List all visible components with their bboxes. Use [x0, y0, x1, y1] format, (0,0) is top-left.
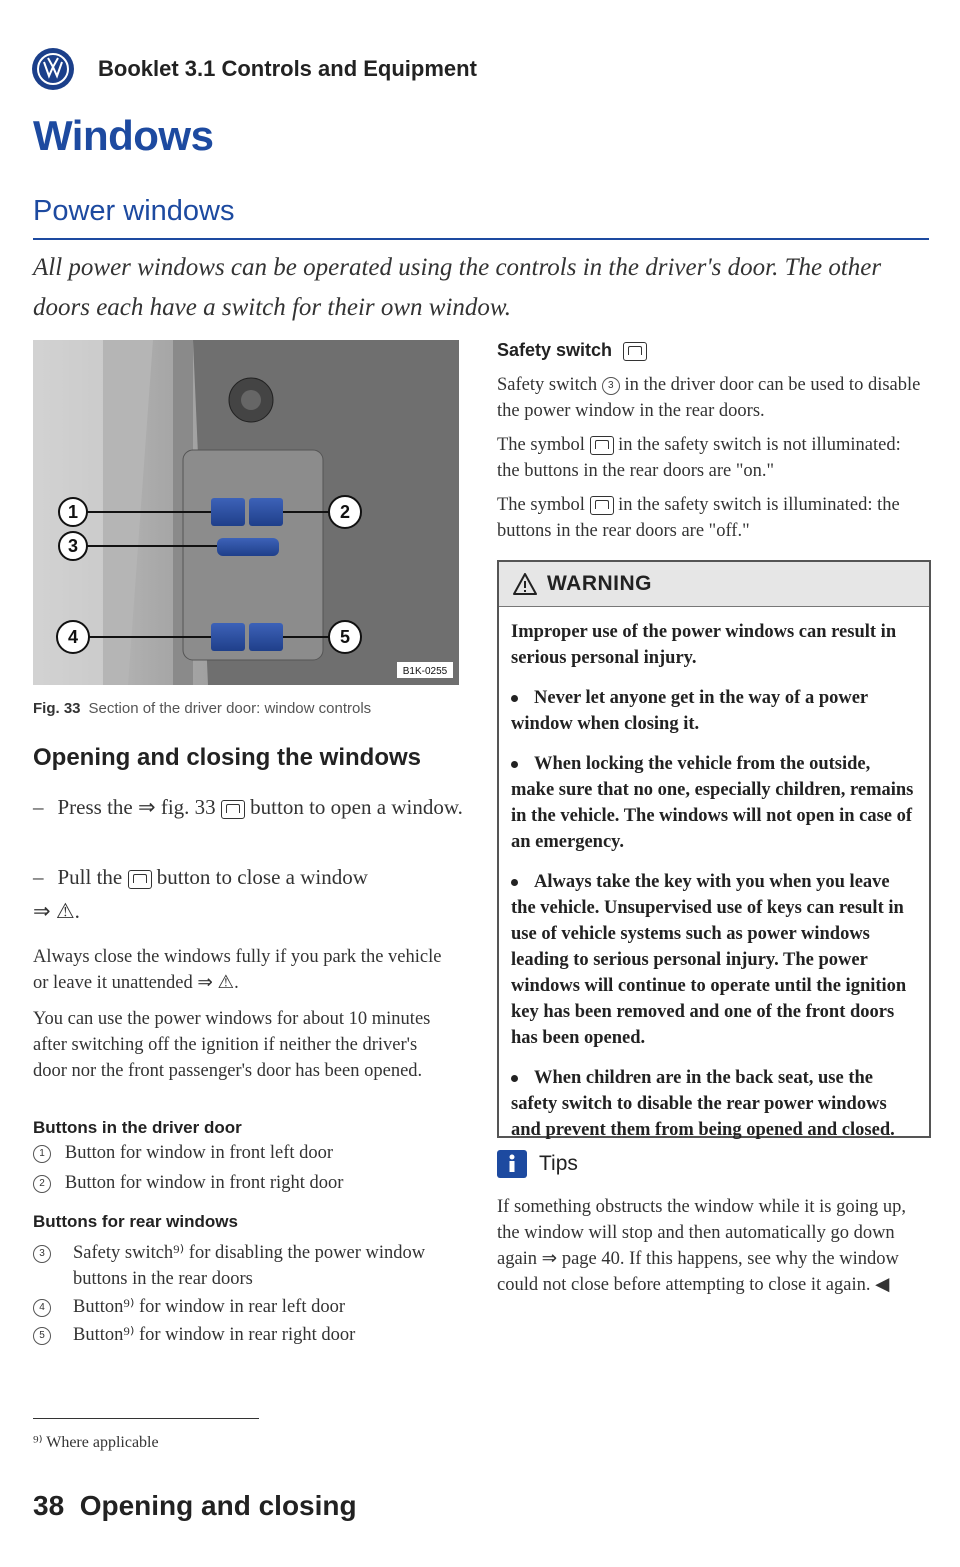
ignition-note: You can use the power windows for about 10 minutes after switching off the ignition if neither the driver's door nor the front passenger's door has been opened. [33, 1009, 431, 1081]
item-text: Button⁹⁾ for window in rear right door [73, 1325, 356, 1345]
opening-closing-heading: Opening and closing the windows [33, 744, 422, 771]
step-close-pre: Pull the [57, 865, 123, 889]
text: The symbol [497, 495, 585, 515]
booklet-title: Booklet 3.1 Controls and Equipment [98, 56, 477, 81]
text: Safety switch [497, 375, 598, 395]
warning-bullet-text: When locking the vehicle from the outside, make sure that no one, especially children, remains in the vehicle. The windows will not open in case of an emergency. [511, 754, 914, 852]
item-number: 3 [33, 1245, 51, 1263]
text: The symbol [497, 435, 585, 455]
figure-code: B1K-0255 [402, 666, 448, 677]
rear-windows-list [33, 1240, 433, 1348]
warning-intro: Improper use of the power windows can result in serious personal injury. [511, 622, 897, 668]
footnote: ⁹⁾ Where applicable [33, 1434, 159, 1451]
warning-bullet [511, 869, 917, 1051]
safety-switch-text-1 [497, 372, 927, 424]
safety-switch [217, 538, 279, 556]
bullet-icon [511, 695, 518, 702]
driver-door-heading: Buttons in the driver door [33, 1118, 242, 1137]
text: in the safety switch is illuminated: the buttons in the rear doors are "off." [497, 495, 900, 541]
list-item [33, 1294, 433, 1320]
safety-switch-text-3 [497, 492, 927, 544]
step-close: – Pull the button to close a window ⇒ ⚠. [33, 865, 368, 923]
item-number: 2 [33, 1175, 51, 1193]
item-number: 5 [33, 1327, 51, 1345]
door-controls-figure [33, 340, 459, 685]
window-button-icon [221, 800, 245, 819]
footnote-divider [33, 1418, 259, 1419]
warning-ref: ⇒ ⚠. [33, 899, 80, 923]
callout-3: 3 [67, 536, 79, 556]
warning-title: WARNING [547, 572, 652, 595]
list-item [33, 1170, 453, 1196]
warning-icon [513, 573, 537, 595]
window-button-2 [249, 498, 283, 526]
figure-label: Fig. 33 [33, 700, 81, 717]
intro-text: All power windows can be operated using the controls in the driver's door. The other doors each have a switch for their own window. [33, 254, 882, 321]
callout-1: 1 [67, 502, 79, 522]
safety-switch-heading-text: Safety switch [497, 340, 613, 360]
section-divider [33, 238, 929, 240]
safety-switch-text-2 [497, 432, 927, 484]
child-lock-icon [590, 496, 614, 515]
child-lock-icon [590, 436, 614, 455]
list-item [33, 1322, 433, 1348]
warning-bullet-text: When children are in the back seat, use the safety switch to disable the rear power windows and prevent them from being opened and closed. [511, 1068, 895, 1140]
text: in the driver door can be used to disable the power window in the rear doors. [497, 375, 921, 421]
tips-title: Tips [539, 1152, 578, 1175]
callout-2: 2 [339, 502, 351, 522]
warning-bullet [511, 751, 917, 855]
figure-caption-text: Section of the driver door: window controls [88, 700, 372, 717]
window-button-1 [211, 498, 245, 526]
bullet-icon [511, 761, 518, 768]
child-lock-icon [623, 342, 647, 361]
warning-bullet-text: Always take the key with you when you leave the vehicle. Unsupervised use of keys can result in use of vehicle systems such as power windows leading to serious personal injury. The power windows will continue to operate until the ignition key has been removed and one of the front doors has been opened. [511, 872, 907, 1048]
bullet-icon [511, 1075, 518, 1082]
window-button-5 [249, 623, 283, 651]
tips-text: If something obstructs the window while it is going up, the window will stop and then automatically go down again ⇒ page 40. If this happens, see why the window could not close before attempting to close it again. ◀ [497, 1197, 907, 1295]
step-open-post: button to open a window. [250, 795, 463, 819]
driver-door-list [33, 1140, 453, 1196]
footer-section: Opening and closing [79, 1490, 357, 1521]
item-number: 4 [33, 1299, 51, 1317]
window-button-4 [211, 623, 245, 651]
close-windows-note: Always close the windows fully if you park the vehicle or leave it unattended ⇒ ⚠. [33, 947, 442, 993]
text: in the safety switch is not illuminated: the buttons in the rear doors are "on." [497, 435, 901, 481]
list-item [33, 1240, 433, 1292]
warning-bullet-text: Never let anyone get in the way of a power window when closing it. [511, 688, 868, 734]
page-footer [33, 1490, 357, 1522]
info-icon [497, 1150, 527, 1178]
window-button-icon [128, 870, 152, 889]
warning-header [499, 562, 929, 607]
figure-caption [33, 700, 371, 717]
callout-4: 4 [67, 627, 79, 647]
item-number: 1 [33, 1145, 51, 1163]
item-number: 3 [602, 377, 620, 395]
warning-bullet [511, 685, 917, 737]
warning-bullet [511, 1065, 917, 1143]
page-number: 38 [33, 1490, 65, 1521]
item-text: Button for window in front right door [64, 1173, 344, 1193]
vw-logo-icon [32, 48, 74, 90]
step-close-post: button to close a window [156, 865, 368, 889]
list-item [33, 1140, 453, 1166]
warning-box [497, 560, 931, 1138]
rear-windows-heading: Buttons for rear windows [33, 1212, 238, 1231]
item-text: Button⁹⁾ for window in rear left door [73, 1297, 345, 1317]
page-title: Windows [33, 112, 214, 159]
page-header [32, 38, 477, 100]
step-open-pre: Press the ⇒ fig. 33 [57, 795, 216, 819]
bullet-icon [511, 879, 518, 886]
tips-header [497, 1150, 578, 1178]
callout-5: 5 [339, 627, 351, 647]
step-open: – Press the ⇒ fig. 33 button to open a window. [33, 795, 463, 819]
item-text: Safety switch⁹⁾ for disabling the power window buttons in the rear doors [73, 1243, 426, 1289]
item-text: Button for window in front left door [64, 1143, 334, 1163]
safety-switch-heading [497, 340, 647, 361]
section-subtitle: Power windows [33, 195, 235, 227]
